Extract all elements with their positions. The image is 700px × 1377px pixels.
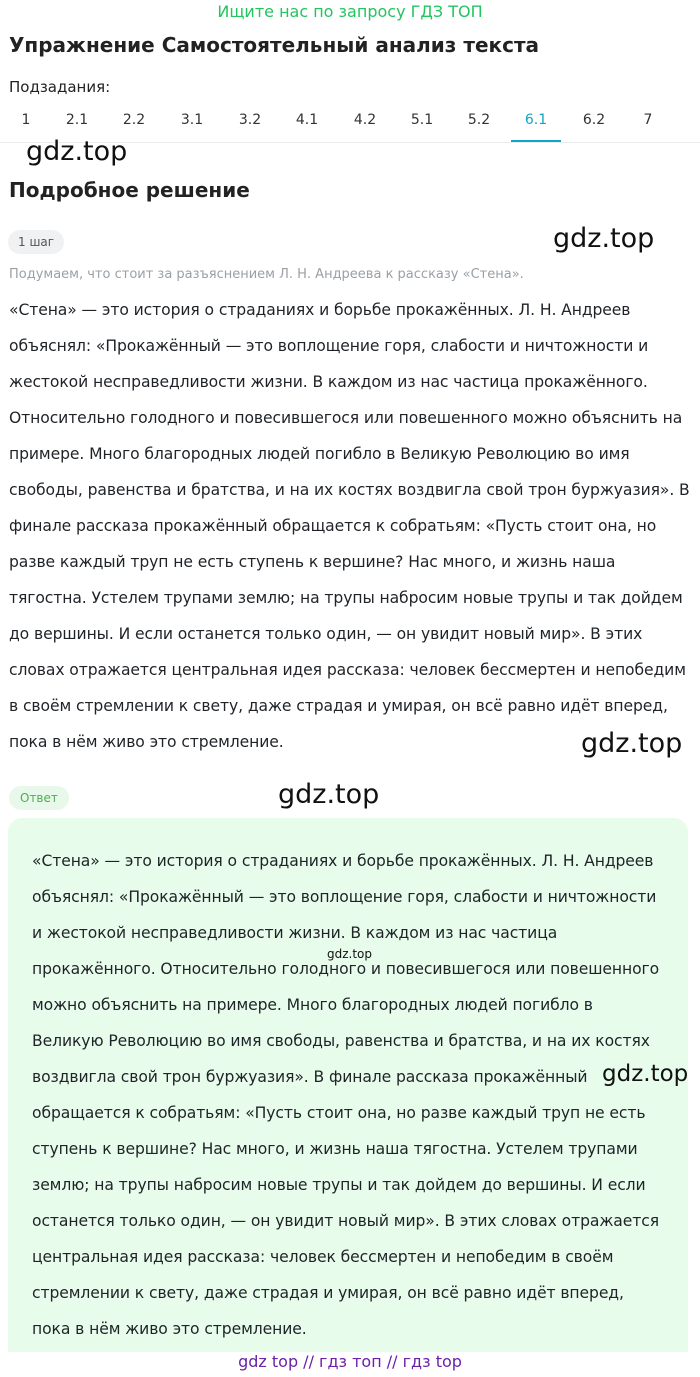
watermark: gdz.top xyxy=(26,136,128,167)
watermark: gdz.top xyxy=(278,779,380,810)
tab-3-1[interactable]: 3.1 xyxy=(180,112,204,128)
promo-banner[interactable]: Ищите нас по запросу ГДЗ ТОП xyxy=(217,2,483,21)
page-title: Упражнение Самостоятельный анализ текста xyxy=(9,33,540,57)
tab-3-2[interactable]: 3.2 xyxy=(238,112,262,128)
tab-4-1[interactable]: 4.1 xyxy=(295,112,319,128)
tab-4-2[interactable]: 4.2 xyxy=(353,112,377,128)
tab-5-1[interactable]: 5.1 xyxy=(410,112,434,128)
tab-2-1[interactable]: 2.1 xyxy=(65,112,89,128)
subtasks-label: Подзадания: xyxy=(9,78,111,96)
tab-7[interactable]: 7 xyxy=(643,112,653,128)
tab-2-2[interactable]: 2.2 xyxy=(122,112,146,128)
step-badge: 1 шаг xyxy=(8,230,64,254)
tab-6-2[interactable]: 6.2 xyxy=(582,112,606,128)
solution-hint: Подумаем, что стоит за разъяснением Л. Н. Андреева к рассказу «Стена». xyxy=(9,267,524,282)
solution-text: «Стена» — это история о страданиях и борьбе прокажённых. Л. Н. Андреев объяснял: «Прокажённый — это воплощение горя, слабости и ничтожности и жестокой несправедливости жизни. В каждом из нас частица прокажённого. Относительно голодного и повесившегося или повешенного можно объяснить на примере. Много благородных людей погибло в Великую Революцию во имя свободы, равенства и братства, и на их костях воздвигла свой трон буржуазия». В финале рассказа прокажённый обращается к собратьям: «Пусть стоит она, но разве каждый труп не есть ступень к вершине? Нас много, и жизнь наша тягостна. Устелем трупами землю; на трупы набросим новые трупы и так дойдем до вершины. И если останется только один, — он увидит новый мир». В этих словах отражается центральная идея рассказа: человек бессмертен и непобедим в своём стремлении к свету, даже страдая и умирая, он всё равно идёт вперед, пока в нём живо это стремление. xyxy=(9,301,690,751)
answer-text: «Стена» — это история о страданиях и борьбе прокажённых. Л. Н. Андреев объяснял: «Прокажённый — это воплощение горя, слабости и ничтожности и жестокой несправедливости жизни. В каждом из нас частица прокажённого. Относительно голодного и повесившегося или повешенного можно объяснить на примере. Много благородных людей погибло в Великую Революцию во имя свободы, равенства и братства, и на их костях воздвигла свой трон буржуазия». В финале рассказа прокажённый обращается к собратьям: «Пусть стоит она, но разве каждый труп не есть ступень к вершине? Нас много, и жизнь наша тягостна. Устелем трупами землю; на трупы набросим новые трупы и так дойдем до вершины. И если останется только один, — он увидит новый мир». В этих словах отражается центральная идея рассказа: человек бессмертен и непобедим в своём стремлении к свету, даже страдая и умирая, он всё равно идёт вперед, пока в нём живо это стремление. xyxy=(32,852,660,1338)
answer-badge: Ответ xyxy=(9,786,69,810)
watermark: gdz.top xyxy=(581,728,683,759)
watermark: gdz.top xyxy=(327,947,373,961)
tab-1[interactable]: 1 xyxy=(21,112,31,128)
tab-6-1[interactable]: 6.1 xyxy=(511,104,561,142)
tab-5-2[interactable]: 5.2 xyxy=(467,112,491,128)
footer-watermark: gdz top // гдз топ // гдз top xyxy=(238,1352,462,1371)
solution-title: Подробное решение xyxy=(9,178,250,202)
watermark: gdz.top xyxy=(553,223,655,254)
watermark: gdz.top xyxy=(602,1061,689,1087)
